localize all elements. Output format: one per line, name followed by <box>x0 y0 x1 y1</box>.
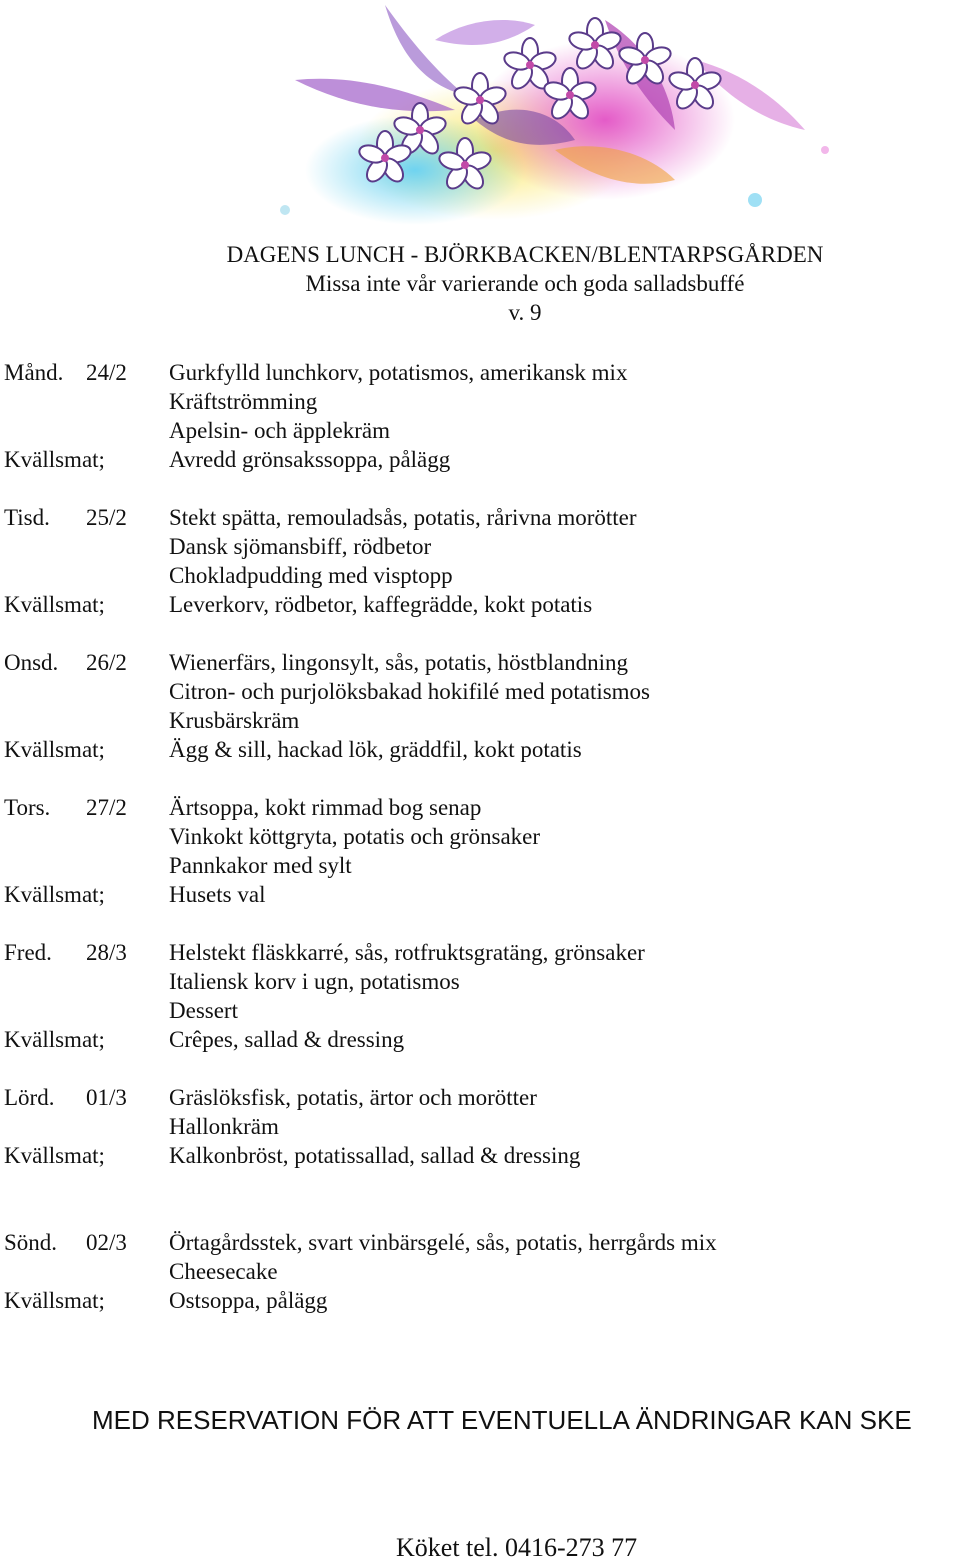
day-row <box>0 358 960 387</box>
evening-row <box>0 735 960 764</box>
day-name: Sönd. <box>4 1230 58 1255</box>
evening-row <box>0 445 960 474</box>
evening-row <box>0 1286 960 1315</box>
meal-item: Vinkokt köttgryta, potatis och grönsaker <box>169 824 541 849</box>
day-name: Fred. <box>4 940 52 965</box>
menu-header <box>0 240 960 327</box>
evening-row <box>0 1141 960 1170</box>
meal-item: Krusbärskräm <box>169 708 300 733</box>
meal-item: Chokladpudding med visptopp <box>169 563 453 588</box>
evening-row <box>0 880 960 909</box>
evening-meal: Crêpes, sallad & dressing <box>169 1027 405 1052</box>
evening-label: Kvällsmat; <box>4 447 105 472</box>
kitchen-phone: Köket tel. 0416-273 77 <box>396 1533 638 1562</box>
day-date: 02/3 <box>86 1230 127 1255</box>
evening-row <box>0 1025 960 1054</box>
day-row <box>0 1228 960 1257</box>
evening-meal: Avredd grönsakssoppa, pålägg <box>169 447 451 472</box>
day-row <box>0 503 960 532</box>
evening-row <box>0 590 960 619</box>
evening-label: Kvällsmat; <box>4 1143 105 1168</box>
evening-meal: Ägg & sill, hackad lök, gräddfil, kokt potatis <box>169 737 582 762</box>
menu-title: DAGENS LUNCH - BJÖRKBACKEN/BLENTARPSGÅRDEN <box>226 242 824 267</box>
day-date: 25/2 <box>86 505 127 530</box>
meal-item: Ärtsoppa, kokt rimmad bog senap <box>169 795 482 820</box>
evening-label: Kvällsmat; <box>4 1288 105 1313</box>
week-number: v. 9 <box>508 300 542 325</box>
evening-label: Kvällsmat; <box>4 737 105 762</box>
evening-meal: Leverkorv, rödbetor, kaffegrädde, kokt potatis <box>169 592 593 617</box>
flower-illustration <box>175 0 865 230</box>
meal-item: Pannkakor med sylt <box>169 853 352 878</box>
evening-label: Kvällsmat; <box>4 1027 105 1052</box>
meal-item: Cheesecake <box>169 1259 278 1284</box>
meal-item: Dansk sjömansbiff, rödbetor <box>169 534 432 559</box>
day-date: 27/2 <box>86 795 127 820</box>
meal-item: Apelsin- och äpplekräm <box>169 418 390 443</box>
meal-item: Gräslöksfisk, potatis, ärtor och morötter <box>169 1085 537 1110</box>
meal-item: Kräftströmming <box>169 389 318 414</box>
day-row <box>0 793 960 822</box>
day-date: 24/2 <box>86 360 127 385</box>
meal-item: Örtagårdsstek, svart vinbärsgelé, sås, potatis, herrgårds mix <box>169 1230 717 1255</box>
meal-item: Italiensk korv i ugn, potatismos <box>169 969 460 994</box>
day-name: Tisd. <box>4 505 50 530</box>
day-row <box>0 1083 960 1112</box>
evening-meal: Ostsoppa, pålägg <box>169 1288 328 1313</box>
meal-item: Citron- och purjolöksbakad hokifilé med potatismos <box>169 679 651 704</box>
evening-meal: Kalkonbröst, potatissallad, sallad & dressing <box>169 1143 581 1168</box>
day-row <box>0 938 960 967</box>
day-date: 28/3 <box>86 940 127 965</box>
meal-item: Gurkfylld lunchkorv, potatismos, amerikansk mix <box>169 360 628 385</box>
day-name: Onsd. <box>4 650 59 675</box>
menu-subtitle: Missa inte vår varierande och goda salladsbuffé <box>305 271 745 296</box>
reservation-notice: MED RESERVATION FÖR ATT EVENTUELLA ÄNDRINGAR KAN SKE <box>92 1405 912 1435</box>
meal-item: Hallonkräm <box>169 1114 279 1139</box>
day-date: 26/2 <box>86 650 127 675</box>
evening-meal: Husets val <box>169 882 266 907</box>
day-name: Lörd. <box>4 1085 55 1110</box>
meal-item: Wienerfärs, lingonsylt, sås, potatis, höstblandning <box>169 650 629 675</box>
day-date: 01/3 <box>86 1085 127 1110</box>
day-row <box>0 648 960 677</box>
evening-label: Kvällsmat; <box>4 592 105 617</box>
day-name: Månd. <box>4 360 64 385</box>
meal-item: Stekt spätta, remouladsås, potatis, rårivna morötter <box>169 505 637 530</box>
evening-label: Kvällsmat; <box>4 882 105 907</box>
day-name: Tors. <box>4 795 51 820</box>
meal-item: Helstekt fläskkarré, sås, rotfruktsgratäng, grönsaker <box>169 940 645 965</box>
meal-item: Dessert <box>169 998 238 1023</box>
